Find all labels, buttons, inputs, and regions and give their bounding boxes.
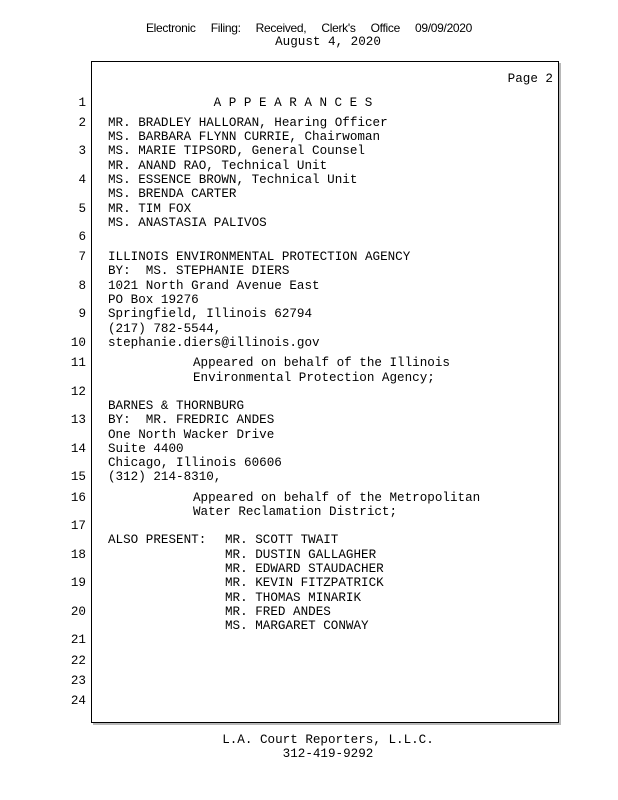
barnes-line: One North Wacker Drive [108,428,275,442]
barnes-line: Suite 4400 [108,442,184,456]
board-member: MR. ANAND RAO, Technical Unit [108,159,328,173]
line-number: 7 [78,250,86,264]
barnes-line: (312) 214-8310, [108,470,222,484]
board-member: MR. BRADLEY HALLORAN, Hearing Officer [108,116,388,130]
filing-word: Filing: [210,21,241,35]
iepa-email: stephanie.diers@illinois.gov [108,336,320,350]
iepa-line: PO Box 19276 [108,293,199,307]
also-present-name: MR. SCOTT TWAIT [225,533,339,547]
board-member: MS. MARIE TIPSORD, General Counsel [108,144,365,158]
iepa-line: Springfield, Illinois 62794 [108,307,313,321]
barnes-behalf: Appeared on behalf of the Metropolitan [193,491,481,505]
board-member: MR. TIM FOX [108,202,192,216]
filing-word: Electronic [145,21,196,35]
also-present-name: MR. DUSTIN GALLAGHER [225,548,377,562]
line-number: 23 [70,674,86,688]
also-present-name: MR. EDWARD STAUDACHER [225,562,384,576]
line-number: 4 [78,173,86,187]
line-number: 2 [78,116,86,130]
board-member: MS. BRENDA CARTER [108,187,237,201]
line-number: 9 [78,307,86,321]
board-member: MS. ESSENCE BROWN, Technical Unit [108,173,358,187]
line-number: 14 [70,442,86,456]
line-number: 1 [78,96,86,110]
iepa-line: ILLINOIS ENVIRONMENTAL PROTECTION AGENCY [108,250,411,264]
reporter-phone: 312-419-9292 [282,747,374,761]
line-number: 3 [78,144,86,158]
line-number: 17 [70,519,86,533]
line-number: 5 [78,202,86,216]
filing-word: 09/09/2020 [415,21,473,35]
line-number: 21 [70,633,86,647]
line-number: 18 [70,548,86,562]
iepa-line: 1021 North Grand Avenue East [108,279,320,293]
barnes-line: BARNES & THORNBURG [108,399,245,413]
appearances-heading: A P P E A R A N C E S [213,96,373,110]
line-number: 15 [70,470,86,484]
barnes-line: BY: MR. FREDRIC ANDES [108,413,275,427]
filing-word: Received, [255,21,307,35]
line-number: 16 [70,491,86,505]
also-present-name: MR. KEVIN FITZPATRICK [225,576,384,590]
line-number: 10 [70,336,86,350]
page-number: Page 2 [507,72,553,86]
iepa-behalf: Environmental Protection Agency; [193,371,435,385]
barnes-line: Chicago, Illinois 60606 [108,456,282,470]
board-member: MS. BARBARA FLYNN CURRIE, Chairwoman [108,130,381,144]
filing-word: Office [370,21,400,35]
line-number: 8 [78,279,86,293]
reporter-company: L.A. Court Reporters, L.L.C. [222,733,434,747]
filing-stamp [0,21,618,35]
iepa-line: (217) 782-5544, [108,322,222,336]
line-number: 20 [70,605,86,619]
line-number: 22 [70,654,86,668]
iepa-behalf: Appeared on behalf of the Illinois [193,356,450,370]
line-number: 13 [70,413,86,427]
line-number: 24 [70,694,86,708]
board-member: MS. ANASTASIA PALIVOS [108,216,267,230]
also-present-name: MR. FRED ANDES [225,605,331,619]
iepa-line: BY: MS. STEPHANIE DIERS [108,264,290,278]
also-present-name: MR. THOMAS MINARIK [225,591,362,605]
filing-word: Clerk's [321,21,356,35]
line-number: 12 [70,385,86,399]
barnes-behalf: Water Reclamation District; [193,505,398,519]
line-number: 6 [78,230,86,244]
line-number: 19 [70,576,86,590]
also-present-name: MS. MARGARET CONWAY [225,619,369,633]
line-number: 11 [70,356,86,370]
hearing-date: August 4, 2020 [275,35,381,49]
also-present-label: ALSO PRESENT: [108,533,207,547]
